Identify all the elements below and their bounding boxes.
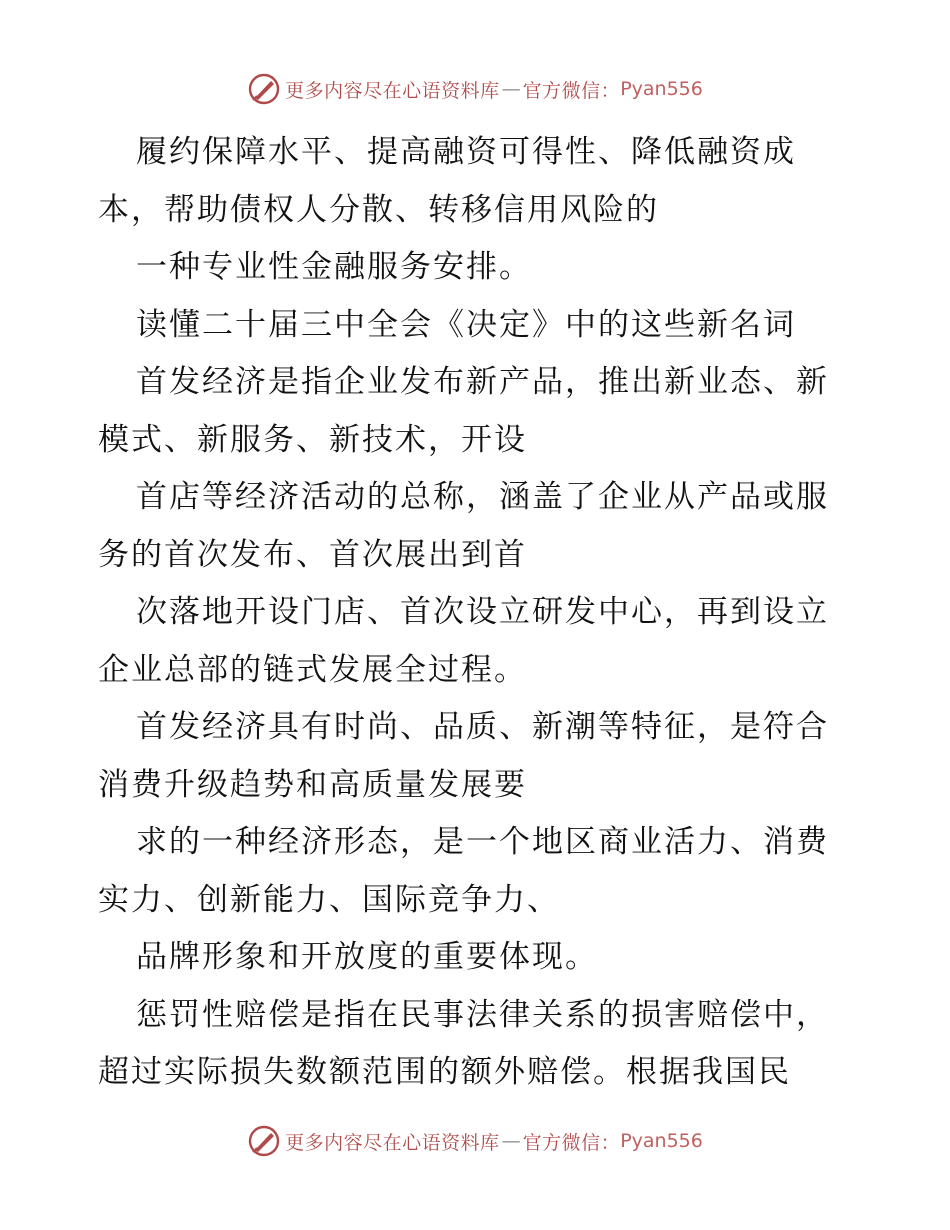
text-line: 模式、新服务、新技术，开设	[98, 421, 527, 458]
text-line: 首发经济具有时尚、品质、新潮等特征，是符合	[136, 709, 829, 745]
watermark-site-text: 更多内容尽在心语资料库	[285, 79, 500, 102]
text-line: 次落地开设门店、首次设立研发中心，再到设立	[136, 594, 829, 630]
text-line: 企业总部的链式发展全过程。	[98, 651, 527, 688]
text-line: 履约保障水平、提高融资可得性、降低融资成	[136, 134, 796, 170]
text-line: 超过实际损失数额范围的额外赔偿。根据我国民	[98, 1054, 791, 1090]
watermark-wechat-label: 官方微信：	[522, 1131, 621, 1154]
text-line: 品牌形象和开放度的重要体现。	[136, 939, 598, 975]
document-body	[98, 124, 878, 1102]
text-line: 务的首次发布、首次展出到首	[98, 536, 527, 573]
watermark-separator: —	[501, 78, 521, 100]
watermark-wechat-label: 官方微信：	[522, 79, 621, 102]
text-line: 一种专业性金融服务安排。	[136, 249, 532, 285]
header-watermark	[0, 72, 950, 106]
text-line: 本，帮助债权人分散、转移信用风险的	[98, 191, 659, 228]
text-line: 读懂二十届三中全会《决定》中的这些新名词	[136, 306, 796, 343]
watermark-site-text: 更多内容尽在心语资料库	[285, 1131, 500, 1154]
text-line: 实力、创新能力、国际竞争力、	[98, 881, 560, 918]
text-line: 惩罚性赔偿是指在民事法律关系的损害赔偿中，	[136, 996, 829, 1033]
quill-pen-logo-icon	[247, 1124, 281, 1158]
footer-watermark	[0, 1124, 950, 1158]
text-line: 首发经济是指企业发布新产品，推出新业态、新	[136, 364, 829, 400]
watermark-wechat-id: Pyan556	[620, 78, 703, 100]
quill-pen-logo-icon	[247, 72, 281, 106]
text-line: 首店等经济活动的总称，涵盖了企业从产品或服	[136, 479, 829, 515]
watermark-separator: —	[501, 1130, 521, 1152]
text-line: 消费升级趋势和高质量发展要	[98, 766, 527, 803]
watermark-wechat-id: Pyan556	[620, 1130, 703, 1152]
text-line: 求的一种经济形态，是一个地区商业活力、消费	[136, 824, 829, 860]
